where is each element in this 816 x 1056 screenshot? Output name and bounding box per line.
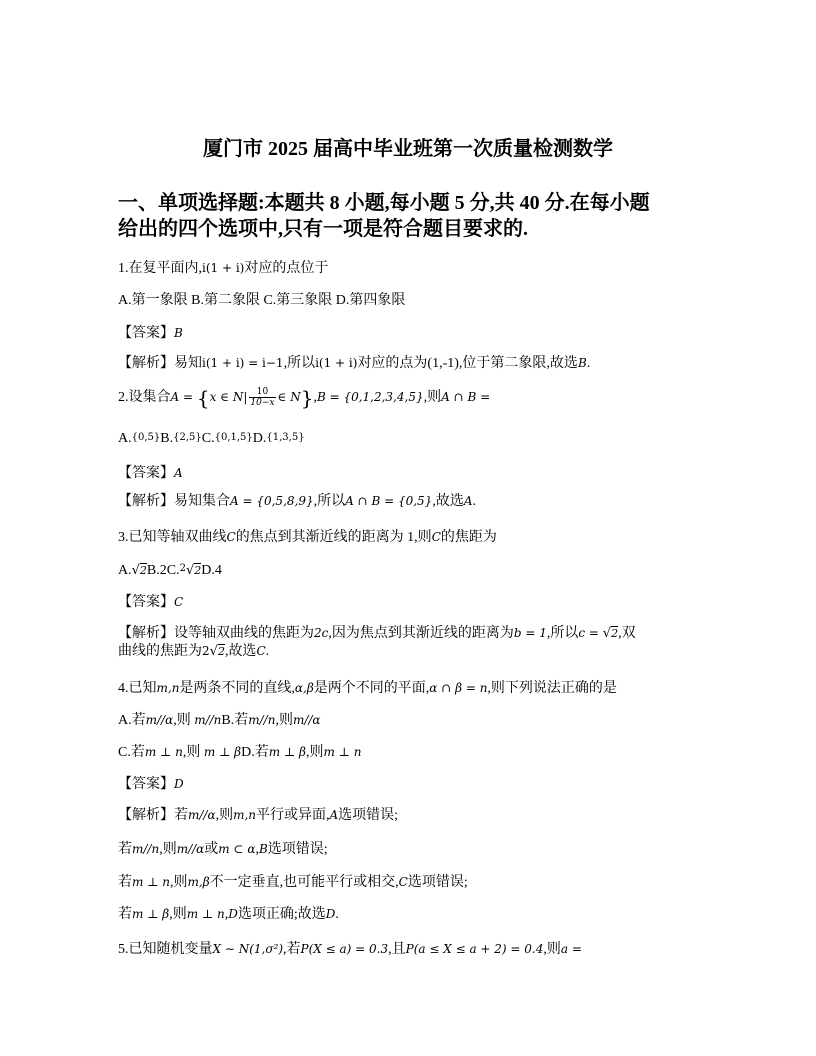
sqrt-expression: √2 <box>209 644 225 659</box>
q5-stem: 5.已知随机变量X ∼ N(1,σ²),若P(X ≤ a) = 0.3,且P(a ≤ X ≤ a + 2) = 0.4,则a = <box>118 942 582 957</box>
q3-analysis-line-1: 【解析】设等轴双曲线的焦距为2c,因为焦点到其渐近线的距离为b = 1,所以c = √2,双 <box>118 626 636 641</box>
q1-stem: 1.在复平面内,i(1 + i)对应的点位于 <box>118 261 329 276</box>
fraction: $\frac{10}{10-x}$ <box>250 387 275 409</box>
q4-analysis-line-3: 若m ⊥ n,则m,β不一定垂直,也可能平行或相交,C选项错误; <box>118 875 468 890</box>
q3-answer: 【答案】C <box>118 595 184 610</box>
q3-stem: 3.已知等轴双曲线C的焦点到其渐近线的距离为 1,则C的焦距为 <box>118 530 497 545</box>
q4-analysis-line-2: 若m//n,则m//α或m ⊂ α,B选项错误; <box>118 842 328 857</box>
q2-stem: 2.设集合A = {x ∈ N| $\frac{10}{10-x}$ ∈ N},B = {0,1,2,3,4,5},则A ∩ B = <box>118 385 491 410</box>
q4-analysis-line-1: 【解析】若m//α,则m,n平行或异面,A选项错误; <box>118 808 399 823</box>
q1-options: A.第一象限 B.第二象限 C.第三象限 D.第四象限 <box>118 293 406 308</box>
section-heading-line-1: 一、单项选择题:本题共 8 小题,每小题 5 分,共 40 分.在每小题 <box>118 192 650 214</box>
q4-options-ab: A.若m//α,则 m//nB.若m//n,则m//α <box>118 713 321 728</box>
q2-analysis: 【解析】易知集合A = {0,5,8,9},所以A ∩ B = {0,5},故选A. <box>118 494 476 509</box>
q1-answer: 【答案】B <box>118 326 183 341</box>
sqrt-expression: √2 <box>185 563 202 578</box>
q4-stem: 4.已知m,n是两条不同的直线,α,β是两个不同的平面,α ∩ β = n,则下列说法正确的是 <box>118 681 617 696</box>
section-heading <box>118 190 708 242</box>
q4-answer: 【答案】D <box>118 777 184 792</box>
q1-analysis: 【解析】易知i(1 + i) = i−1,所以i(1 + i)对应的点为(1,-1),位于第二象限,故选B. <box>118 356 591 371</box>
sqrt-expression: √2 <box>602 626 619 641</box>
q3-options: A.√2B.2C.$^2$√2D.4 <box>118 563 222 578</box>
section-heading-line-2: 给出的四个选项中,只有一项是符合题目要求的. <box>118 218 528 240</box>
sqrt-expression: √2 <box>131 563 147 578</box>
q4-options-cd: C.若m ⊥ n,则 m ⊥ βD.若m ⊥ β,则m ⊥ n <box>118 745 362 760</box>
q2-options: A.{0,5}B.{2,5}C.{0,1,5}D.{1,3,5} <box>118 431 305 446</box>
q3-analysis-line-2: 曲线的焦距为2√2,故选C. <box>118 644 270 659</box>
q4-analysis-line-4: 若m ⊥ β,则m ⊥ n,D选项正确;故选D. <box>118 907 339 922</box>
page-title: 厦门市 2025 届高中毕业班第一次质量检测数学 <box>203 138 613 160</box>
q2-answer: 【答案】A <box>118 466 183 481</box>
